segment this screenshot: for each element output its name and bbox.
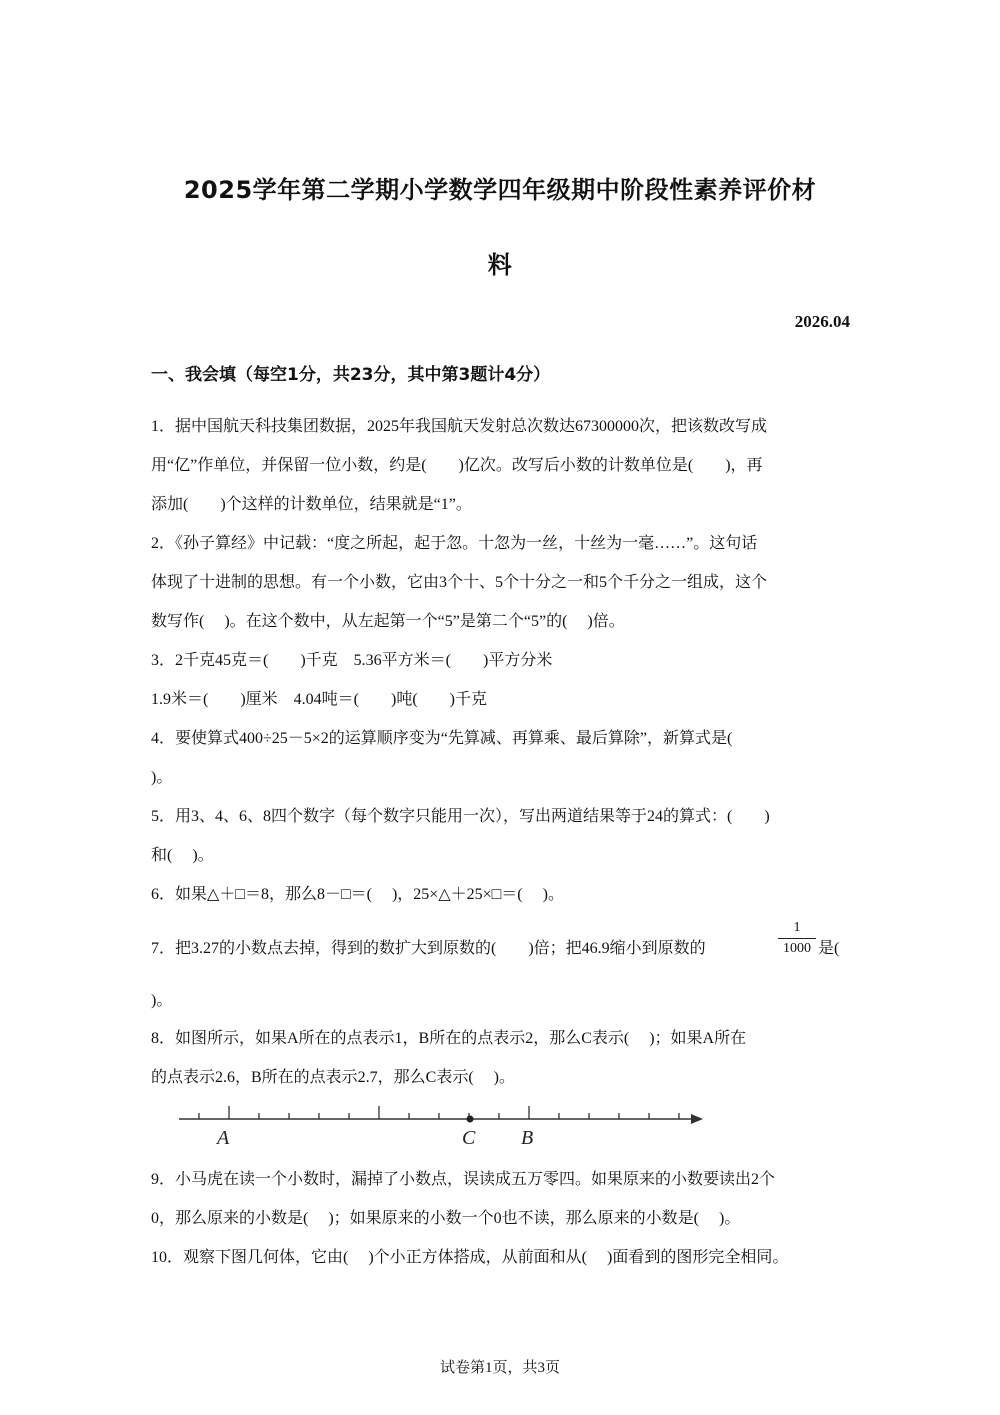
- question-8-line-1: 8．如图所示，如果A所在的点表示1，B所在的点表示2，那么C表示( )；如果A所在: [151, 1030, 747, 1047]
- number-line-figure: [175, 1100, 715, 1152]
- fraction-bar: [778, 938, 816, 939]
- section-heading: 一、我会填（每空1分，共23分，其中第3题计4分）: [151, 365, 551, 385]
- question-5-line-2: 和( )。: [151, 847, 214, 864]
- question-4-line-1: 4．要使算式400÷25－5×2的运算顺序变为“先算减、再算乘、最后算除”，新算式是(: [151, 730, 733, 747]
- fraction-one-thousandth: [778, 920, 816, 957]
- question-8-line-2: 的点表示2.6，B所在的点表示2.7，那么C表示( )。: [151, 1069, 516, 1086]
- question-1-line-1: 1．据中国航天科技集团数据，2025年我国航天发射总次数达67300000次，把该数改写成: [151, 418, 768, 435]
- question-2-line-1: 2．《孙子算经》中记载：“度之所起，起于忽。十忽为一丝，十丝为一毫……”。这句话: [151, 535, 758, 552]
- label-a: A: [217, 1127, 230, 1149]
- question-2-line-2: 体现了十进制的思想。有一个小数，它由3个十、5个十分之一和5个千分之一组成，这个: [151, 574, 768, 591]
- question-1-line-2: 用“亿”作单位，并保留一位小数，约是( )亿次。改写后小数的计数单位是( )，再: [151, 457, 763, 474]
- question-7-line-1: 7．把3.27的小数点去掉，得到的数扩大到原数的( )倍；把46.9缩小到原数的: [151, 940, 706, 957]
- question-7-line-2: )。: [151, 992, 173, 1009]
- fraction-numerator: 1: [793, 920, 801, 935]
- arrow-head-icon: [691, 1114, 703, 1124]
- question-9-line-2: 0，那么原来的小数是( )；如果原来的小数一个0也不读，那么原来的小数是( )。: [151, 1210, 741, 1227]
- question-7-line-1-end: 是(: [818, 940, 840, 957]
- page-title: 2025学年第二学期小学数学四年级期中阶段性素养评价材: [183, 176, 817, 204]
- question-2-line-3: 数写作( )。在这个数中，从左起第一个“5”是第二个“5”的( )倍。: [151, 613, 625, 630]
- exam-date: 2026.04: [794, 312, 850, 331]
- label-b: B: [521, 1127, 534, 1149]
- point-c-dot: [467, 1116, 474, 1123]
- question-6-line-1: 6．如果△＋□＝8，那么8－□＝( )，25×△＋25×□＝( )。: [151, 886, 564, 903]
- question-3-line-1: 3．2千克45克＝( )千克 5.36平方米＝( )平方分米: [151, 652, 553, 669]
- question-4-line-2: )。: [151, 769, 173, 786]
- question-1-line-3: 添加( )个这样的计数单位，结果就是“1”。: [151, 496, 472, 513]
- number-line-ticks: [199, 1106, 679, 1119]
- page-footer: 试卷第1页，共3页: [439, 1360, 560, 1376]
- question-9-line-1: 9．小马虎在读一个小数时，漏掉了小数点，误读成五万零四。如果原来的小数要读出2个: [151, 1171, 776, 1188]
- question-3-line-2: 1.9米＝( )厘米 4.04吨＝( )吨( )千克: [151, 691, 487, 708]
- label-c: C: [462, 1127, 476, 1149]
- page-title-continued: 料: [487, 251, 513, 279]
- question-5-line-1: 5．用3、4、6、8四个数字（每个数字只能用一次），写出两道结果等于24的算式：( ): [151, 808, 770, 825]
- question-10-line-1: 10．观察下图几何体，它由( )个小正方体搭成，从前面和从( )面看到的图形完全相同。: [151, 1249, 789, 1266]
- fraction-denominator: 1000: [783, 941, 811, 956]
